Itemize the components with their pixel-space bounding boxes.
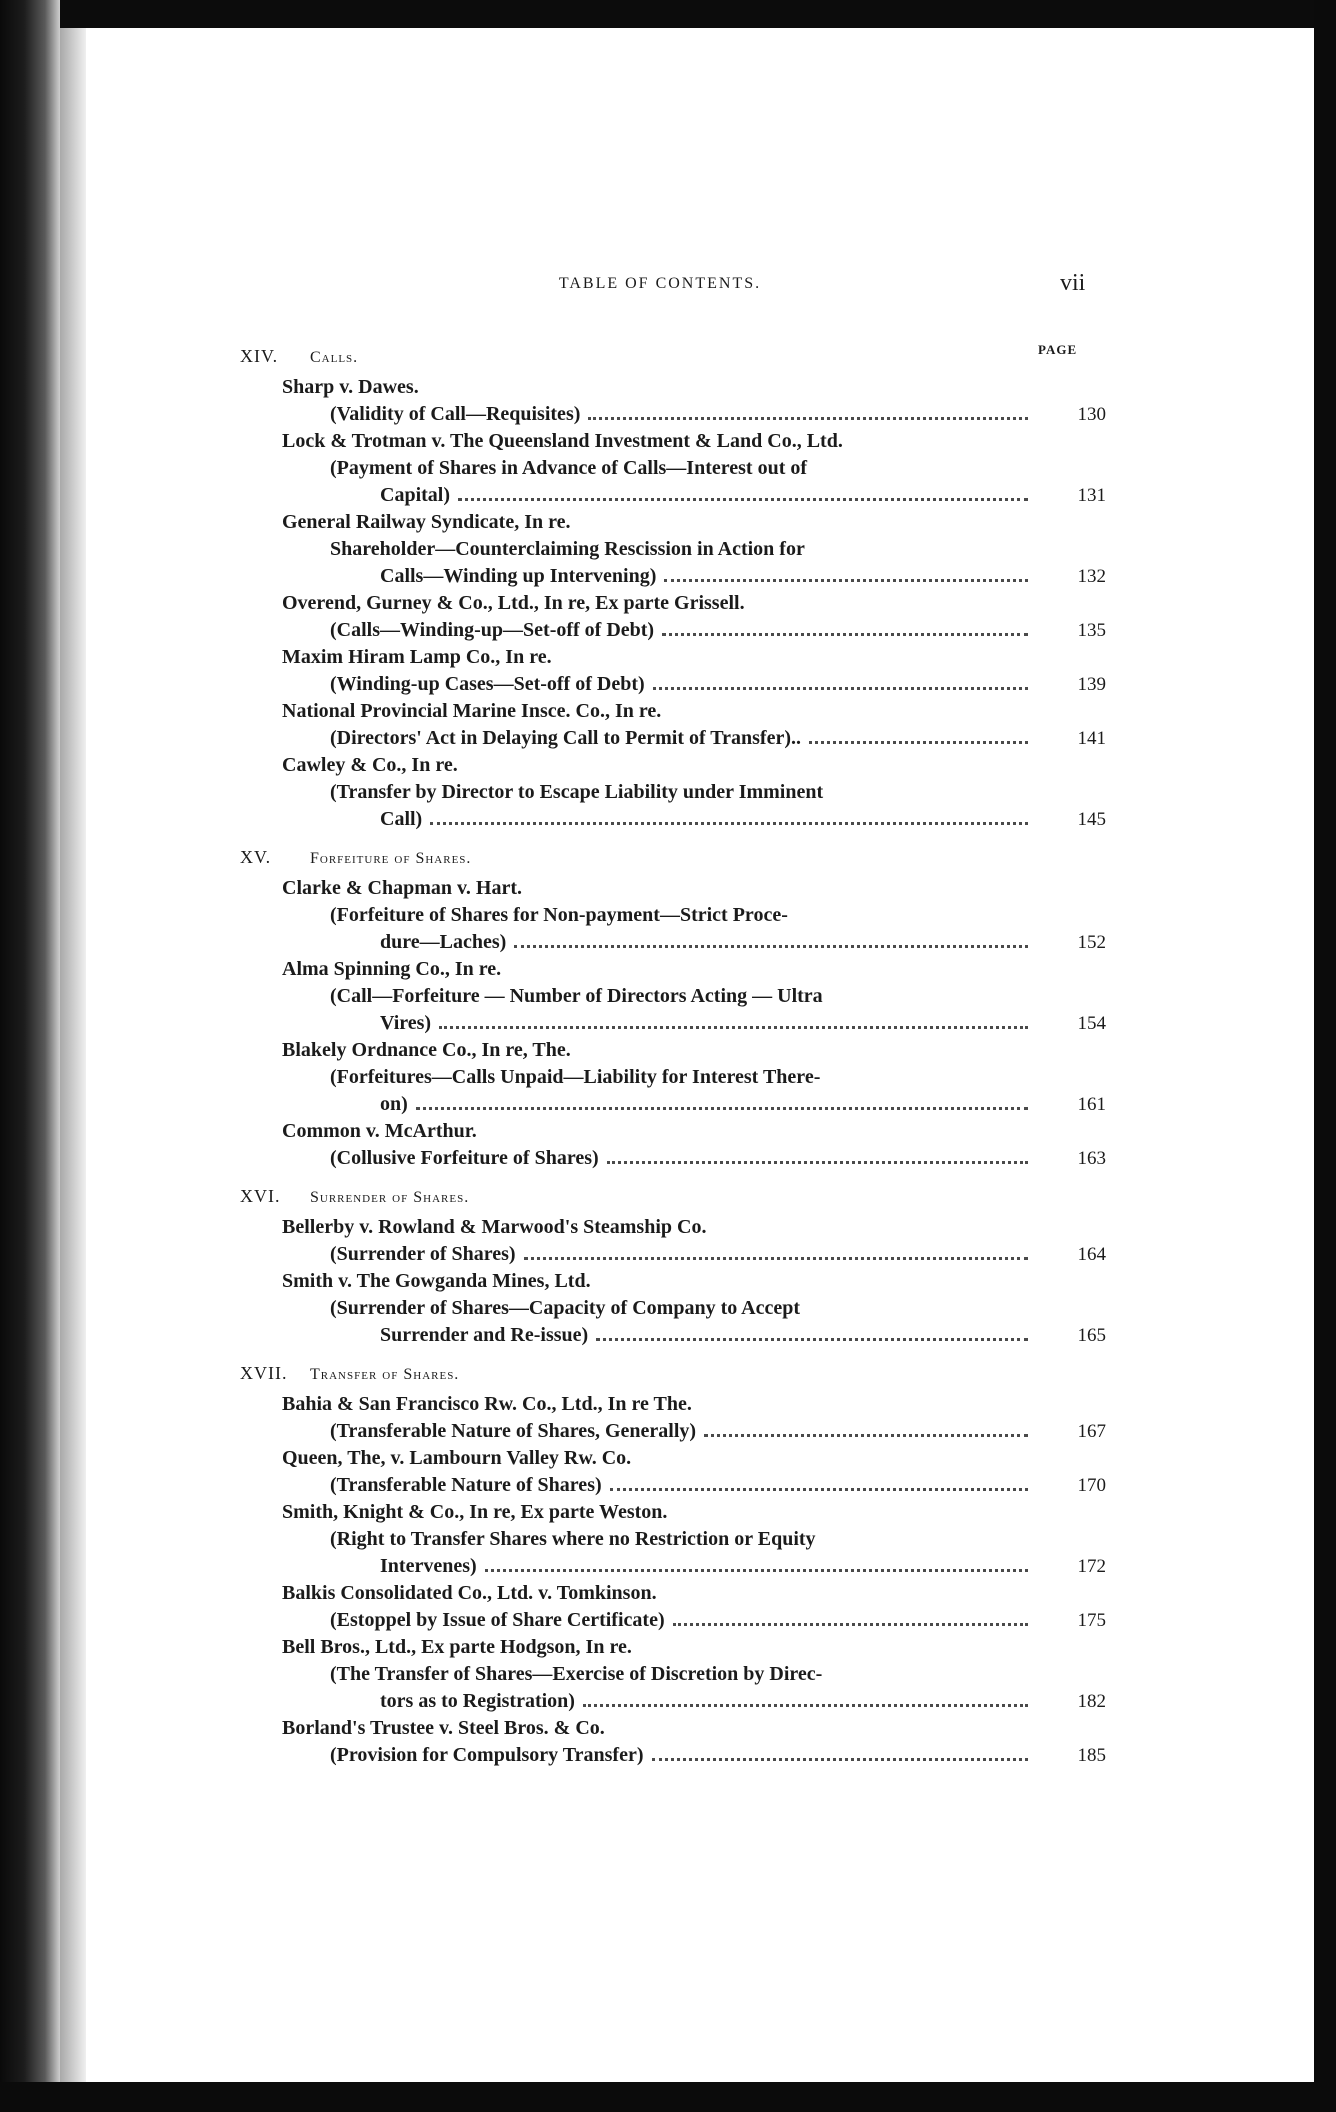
- dot-leader: [596, 1338, 1028, 1341]
- case-description: [330, 779, 1106, 833]
- chapter-title: Forfeiture of Shares.: [310, 850, 472, 867]
- description-line: (Call—Forfeiture — Number of Directors Acting — Ultra: [330, 985, 823, 1007]
- chapter-heading: [240, 847, 1100, 871]
- case-description: [330, 671, 1106, 698]
- dot-leader: [485, 1569, 1028, 1572]
- scan-border-left: [0, 0, 60, 2112]
- case-description: [330, 983, 1106, 1037]
- case-description: [330, 455, 1106, 509]
- case-description: [330, 725, 1106, 752]
- page-ref: 175: [1077, 1610, 1106, 1631]
- description-continuation: [330, 482, 1036, 509]
- description-end: (Surrender of Shares): [330, 1243, 516, 1265]
- case-description: [330, 1064, 1106, 1118]
- description-continuation: [330, 563, 1036, 590]
- case-name: Sharp v. Dawes.: [282, 376, 419, 398]
- page-ref: 139: [1077, 674, 1106, 695]
- case-description: [330, 536, 1106, 590]
- page-ref: 161: [1077, 1094, 1106, 1115]
- dot-leader: [583, 1704, 1028, 1707]
- case-description: [330, 617, 1106, 644]
- case-name: Lock & Trotman v. The Queensland Investment & Land Co., Ltd.: [282, 430, 843, 452]
- page-column-label: PAGE: [1038, 342, 1078, 357]
- description-continuation: [330, 1145, 1036, 1172]
- chapter-heading: [240, 1363, 1100, 1387]
- page-ref: 141: [1077, 728, 1106, 749]
- case-name: Bell Bros., Ltd., Ex parte Hodgson, In re.: [282, 1636, 632, 1658]
- case-name: Overend, Gurney & Co., Ltd., In re, Ex parte Grissell.: [282, 592, 745, 614]
- description-continuation: [330, 725, 1036, 752]
- description-end: Call): [380, 808, 423, 830]
- description-end: Surrender and Re-issue): [380, 1324, 589, 1346]
- page-ref: 164: [1077, 1244, 1106, 1265]
- description-line: (Forfeiture of Shares for Non-payment—Strict Proce-: [330, 904, 788, 926]
- page-ref: 130: [1077, 404, 1106, 425]
- case-name: Alma Spinning Co., In re.: [282, 958, 502, 980]
- description-continuation: [330, 401, 1036, 428]
- description-continuation: [330, 671, 1036, 698]
- description-continuation: [330, 1472, 1036, 1499]
- description-end: (Validity of Call—Requisites): [330, 403, 581, 425]
- description-continuation: [330, 1553, 1036, 1580]
- case-name: Blakely Ordnance Co., In re, The.: [282, 1039, 571, 1061]
- scan-border-bottom: [0, 2082, 1336, 2112]
- chapter-title: Transfer of Shares.: [310, 1366, 460, 1383]
- description-end: Intervenes): [380, 1555, 477, 1577]
- description-end: (Transferable Nature of Shares): [330, 1474, 602, 1496]
- scan-border-top: [0, 0, 1336, 28]
- description-end: tors as to Registration): [380, 1690, 575, 1712]
- description-line: (Payment of Shares in Advance of Calls—Interest out of: [330, 457, 808, 479]
- description-line: Shareholder—Counterclaiming Rescission in Action for: [330, 538, 805, 560]
- page-ref: 185: [1077, 1745, 1106, 1766]
- dot-leader: [809, 741, 1028, 744]
- dot-leader: [430, 822, 1028, 825]
- description-continuation: [330, 1688, 1036, 1715]
- chapter-number: XVII.: [240, 1363, 288, 1383]
- dot-leader: [664, 579, 1028, 582]
- dot-leader: [662, 633, 1028, 636]
- case-description: [330, 902, 1106, 956]
- case-name: Balkis Consolidated Co., Ltd. v. Tomkinson.: [282, 1582, 657, 1604]
- description-continuation: [330, 929, 1036, 956]
- dot-leader: [458, 498, 1028, 501]
- description-end: (Winding-up Cases—Set-off of Debt): [330, 673, 645, 695]
- case-name: Smith, Knight & Co., In re, Ex parte Weston.: [282, 1501, 668, 1523]
- description-end: Capital): [380, 484, 450, 506]
- page-ref: 152: [1077, 932, 1106, 953]
- case-name: Smith v. The Gowganda Mines, Ltd.: [282, 1270, 591, 1292]
- description-continuation: [330, 1010, 1036, 1037]
- description-continuation: [330, 1091, 1036, 1118]
- chapter-title: Surrender of Shares.: [310, 1189, 470, 1206]
- description-end: dure—Laches): [380, 931, 507, 953]
- book-page: [220, 270, 1106, 1870]
- dot-leader: [607, 1161, 1028, 1164]
- case-description: [330, 1145, 1106, 1172]
- page-ref: 135: [1077, 620, 1106, 641]
- case-name: National Provincial Marine Insce. Co., In re.: [282, 700, 662, 722]
- case-description: [330, 1418, 1106, 1445]
- description-line: (Surrender of Shares—Capacity of Company to Accept: [330, 1297, 800, 1319]
- case-name: Clarke & Chapman v. Hart.: [282, 877, 522, 899]
- description-continuation: [330, 617, 1036, 644]
- chapter-number: XIV.: [240, 346, 279, 366]
- description-end: Vires): [380, 1012, 432, 1034]
- dot-leader: [524, 1257, 1028, 1260]
- dot-leader: [673, 1623, 1028, 1626]
- page-number: vii: [1060, 270, 1086, 296]
- chapter-heading: [240, 1186, 1100, 1210]
- case-name: General Railway Syndicate, In re.: [282, 511, 571, 533]
- description-end: (Provision for Compulsory Transfer): [330, 1744, 644, 1766]
- dot-leader: [514, 945, 1028, 948]
- page-ref: 132: [1077, 566, 1106, 587]
- description-end: on): [380, 1093, 408, 1115]
- chapter-number: XV.: [240, 847, 272, 867]
- description-end: (Transferable Nature of Shares, Generally): [330, 1420, 697, 1442]
- description-line: (Forfeitures—Calls Unpaid—Liability for Interest There-: [330, 1066, 821, 1088]
- contents-list: [220, 346, 1106, 1769]
- case-description: [330, 1742, 1106, 1769]
- chapter-title: Calls.: [310, 349, 359, 366]
- description-end: (Calls—Winding-up—Set-off of Debt): [330, 619, 655, 641]
- page-ref: 145: [1077, 809, 1106, 830]
- page-ref: 131: [1077, 485, 1106, 506]
- description-end: Calls—Winding up Intervening): [380, 565, 657, 587]
- case-description: [330, 401, 1106, 428]
- case-name: Borland's Trustee v. Steel Bros. & Co.: [282, 1717, 605, 1739]
- page-ref: 172: [1077, 1556, 1106, 1577]
- description-continuation: [330, 1241, 1036, 1268]
- book-gutter: [60, 28, 86, 2112]
- case-name: Common v. McArthur.: [282, 1120, 477, 1142]
- description-line: (The Transfer of Shares—Exercise of Discretion by Direc-: [330, 1663, 823, 1685]
- description-continuation: [330, 806, 1036, 833]
- chapter-number: XVI.: [240, 1186, 281, 1206]
- case-name: Maxim Hiram Lamp Co., In re.: [282, 646, 552, 668]
- page-ref: 167: [1077, 1421, 1106, 1442]
- page-ref: 165: [1077, 1325, 1106, 1346]
- page-ref: 170: [1077, 1475, 1106, 1496]
- description-continuation: [330, 1607, 1036, 1634]
- case-description: [330, 1241, 1106, 1268]
- description-line: (Transfer by Director to Escape Liability under Imminent: [330, 781, 824, 803]
- description-continuation: [330, 1322, 1036, 1349]
- description-end: (Directors' Act in Delaying Call to Permit of Transfer)..: [330, 727, 801, 749]
- description-continuation: [330, 1418, 1036, 1445]
- dot-leader: [610, 1488, 1028, 1491]
- case-description: [330, 1607, 1106, 1634]
- description-end: (Collusive Forfeiture of Shares): [330, 1147, 599, 1169]
- description-line: (Right to Transfer Shares where no Restriction or Equity: [330, 1528, 816, 1550]
- running-title: TABLE OF CONTENTS.: [558, 275, 762, 292]
- description-end: (Estoppel by Issue of Share Certificate): [330, 1609, 665, 1631]
- case-name: Cawley & Co., In re.: [282, 754, 458, 776]
- case-name: Bahia & San Francisco Rw. Co., Ltd., In re The.: [282, 1393, 692, 1415]
- case-description: [330, 1661, 1106, 1715]
- page-ref: 182: [1077, 1691, 1106, 1712]
- case-name: Bellerby v. Rowland & Marwood's Steamship Co.: [282, 1216, 707, 1238]
- description-continuation: [330, 1742, 1036, 1769]
- case-description: [330, 1295, 1106, 1349]
- chapter-heading: [240, 346, 1100, 370]
- dot-leader: [588, 417, 1028, 420]
- dot-leader: [653, 687, 1028, 690]
- case-name: Queen, The, v. Lambourn Valley Rw. Co.: [282, 1447, 632, 1469]
- case-description: [330, 1526, 1106, 1580]
- dot-leader: [704, 1434, 1028, 1437]
- dot-leader: [652, 1758, 1028, 1761]
- dot-leader: [416, 1107, 1028, 1110]
- page-ref: 163: [1077, 1148, 1106, 1169]
- scan-border-right: [1314, 0, 1336, 2112]
- dot-leader: [439, 1026, 1028, 1029]
- case-description: [330, 1472, 1106, 1499]
- page-ref: 154: [1077, 1013, 1106, 1034]
